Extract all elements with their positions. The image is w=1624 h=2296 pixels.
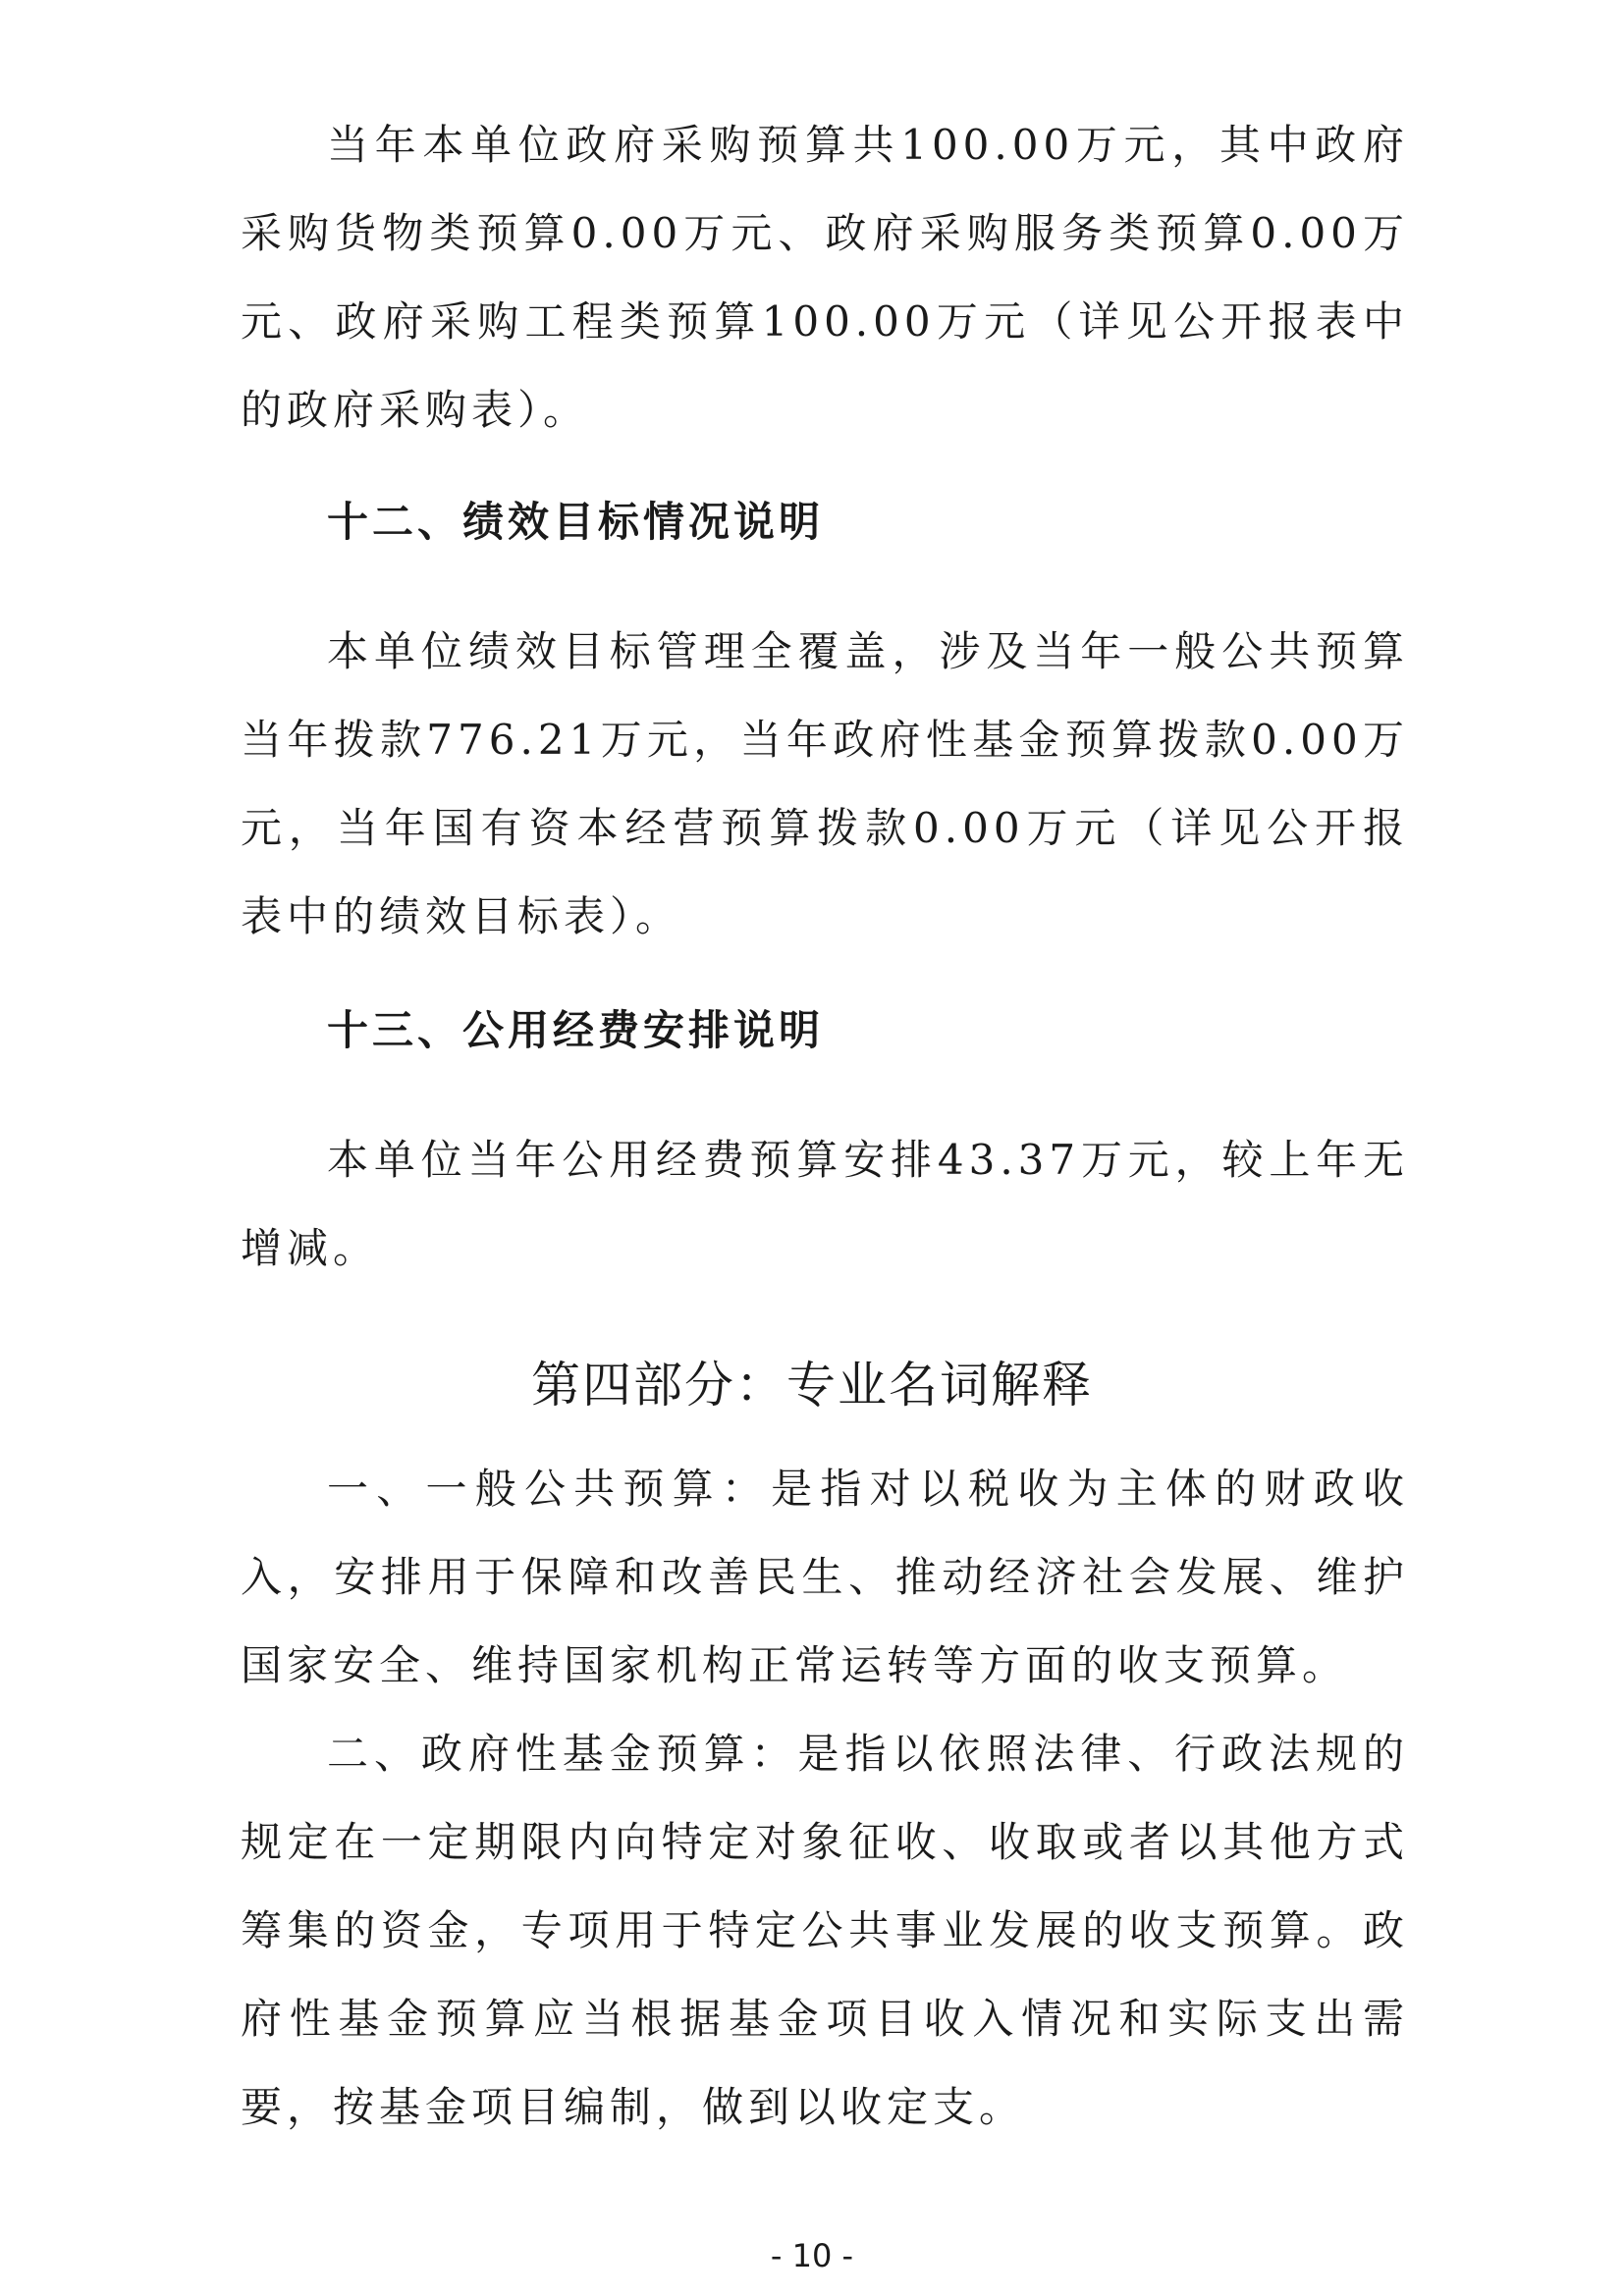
performance-paragraph-block xyxy=(241,608,1409,961)
definitions-block xyxy=(241,1445,1409,2152)
section-13-heading: 十三、公用经费安排说明 xyxy=(327,1006,825,1054)
performance-paragraph: 本单位绩效目标管理全覆盖，涉及当年一般公共预算当年拨款776.21万元，当年政府性基金预算拨款0.00万元，当年国有资本经营预算拨款0.00万元（详见公开报表中的绩效目标表）。 xyxy=(241,627,1409,940)
procurement-paragraph-block xyxy=(241,101,1409,454)
part-4-title: 第四部分：专业名词解释 xyxy=(531,1357,1093,1414)
procurement-paragraph: 当年本单位政府采购预算共100.00万元，其中政府采购货物类预算0.00万元、政府采购服务类预算0.00万元、政府采购工程类预算100.00万元（详见公开报表中的政府采购表）。 xyxy=(241,121,1409,434)
section-12-heading: 十二、绩效目标情况说明 xyxy=(327,498,825,546)
public-expense-paragraph-block xyxy=(241,1116,1409,1293)
fund-budget-definition: 二、政府性基金预算：是指以依照法律、行政法规的规定在一定期限内向特定对象征收、收取或者以其他方式筹集的资金，专项用于特定公共事业发展的收支预算。政府性基金预算应当根据基金项目收入情况和实际支出需要，按基金项目编制，做到以收定支。 xyxy=(241,1730,1409,2131)
general-budget-definition: 一、一般公共预算：是指对以税收为主体的财政收入，安排用于保障和改善民生、推动经济社会发展、维护国家安全、维持国家机构正常运转等方面的收支预算。 xyxy=(241,1465,1409,1689)
public-expense-paragraph: 本单位当年公用经费预算安排43.37万元，较上年无增减。 xyxy=(241,1136,1409,1272)
page-number: - 10 - xyxy=(770,2237,854,2274)
